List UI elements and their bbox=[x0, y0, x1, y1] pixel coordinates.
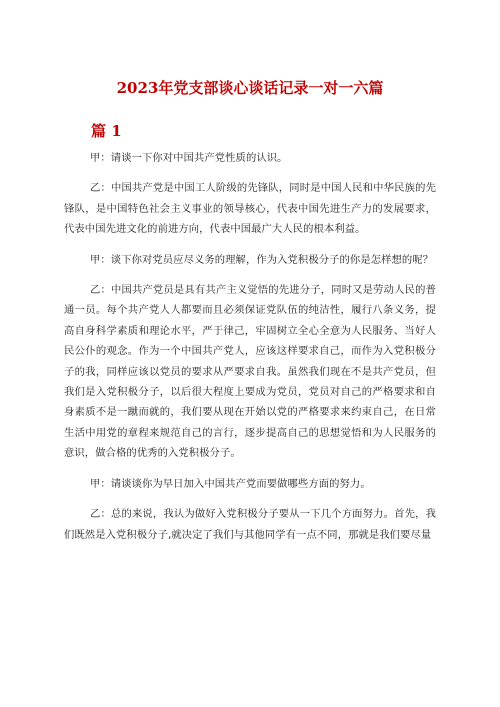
document-title: 2023年党支部谈心谈话记录一对一六篇 bbox=[116, 79, 384, 97]
section-heading: 篇 1 bbox=[91, 122, 122, 140]
paragraph-question-3: 甲：请谈谈你为早日加入中国共产党而要做哪些方面的努力。 bbox=[90, 477, 371, 490]
paragraph-question-1: 甲：请谈一下你对中国共产党性质的认识。 bbox=[90, 152, 288, 164]
paragraph-answer-2: 乙：中国共产党员是具有共产主义觉悟的先进分子，同时又是劳动人民的普通一员。每个共产党人人都要而且必须保证党队伍的纯洁性，履行八条义务，提高自身科学素质和理论水平，严于律己，牢固树立全心全意为人民服务、当好人民公仆的观念。作为一个中国共产党人，应该这样要求自己，而作为入党积极分子的我，同样应该以党员的要求从严要求自我。虽然我们现在不是共产党员，但我们是入党积极分子，以后很大程度上要成为党员，党员对自己的严格要求和自身素质不是一蹴而就的，我们要从现在开始以党的严格要求来约束自己，在日常生活中用党的章程来规范自己的言行，逐步提高自己的思想觉悟和为人民服务的意识，做合格的优秀的入党积极分子。 bbox=[64, 284, 436, 460]
document-body bbox=[64, 148, 436, 555]
paragraph-answer-1: 乙：中国共产党是中国工人阶级的先锋队，同时是中国人民和中华民族的先锋队，是中国特色社会主义事业的领导核心，代表中国先进生产力的发展要求，代表中国先进文化的前进方向，代表中国最广大人民的根本利益。 bbox=[64, 182, 436, 236]
paragraph-question-2: 甲：谈下你对党员应尽义务的理解，作为入党积极分子的你是怎样想的呢？ bbox=[90, 253, 434, 266]
paragraph-answer-3: 乙：总的来说，我认为做好入党积极分子要从一下几个方面努力。首先，我们既然是入党积极分子,就决定了我们与其他同学有一点不同，那就是我们要尽量 bbox=[64, 508, 436, 541]
